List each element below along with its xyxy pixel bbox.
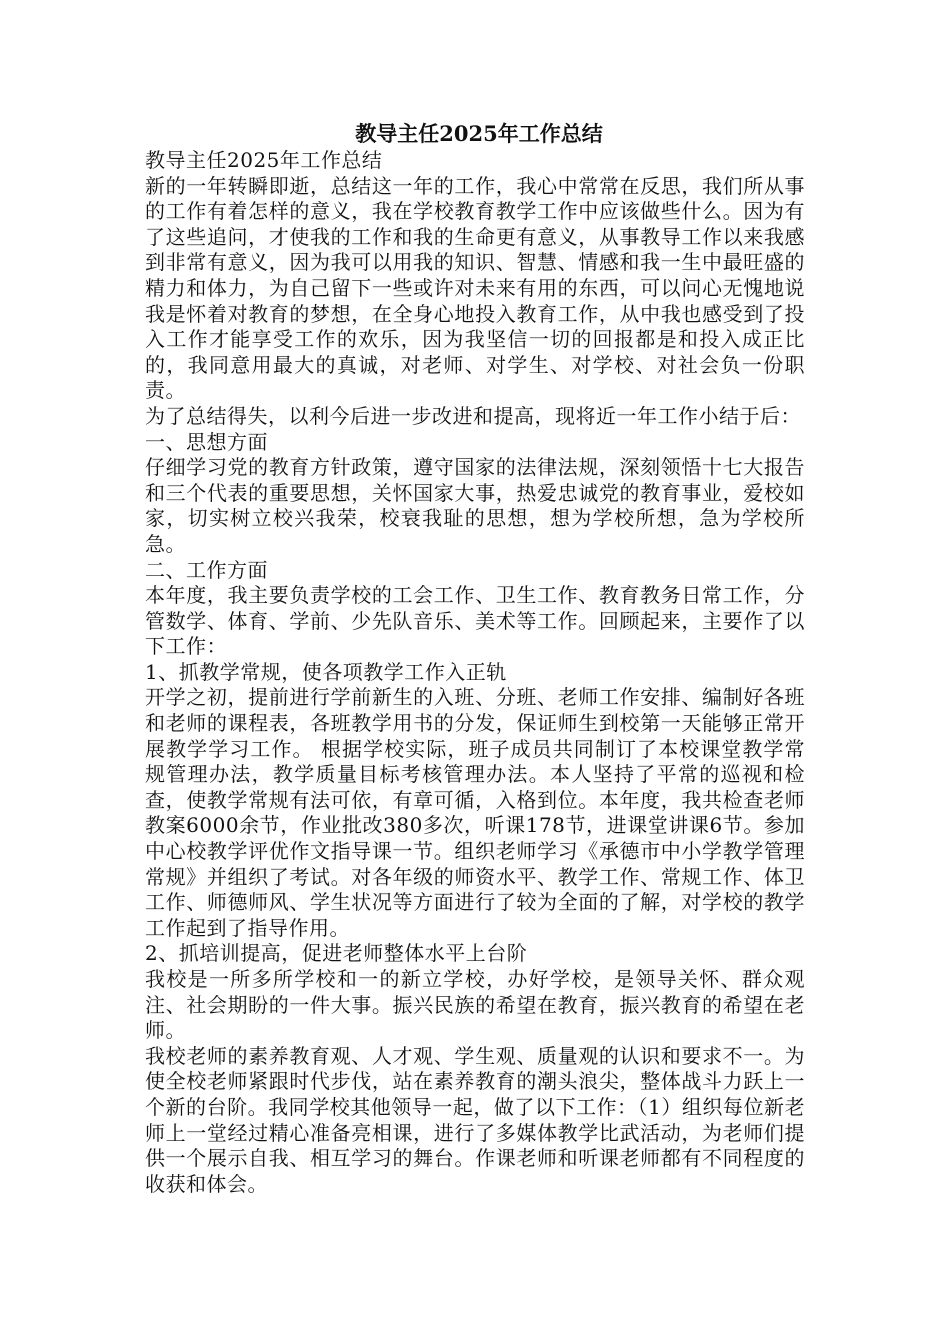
document-body xyxy=(145,148,805,1197)
intro-paragraph: 新的一年转瞬即逝，总结这一年的工作，我心中常常在反思，我们所从事的工作有着怎样的意义，我在学校教育教学工作中应该做些什么。因为有了这些追问，才使我的工作和我的生命更有意义，从事教导工作以来我感到非常有意义，因为我可以用我的知识、智慧、情感和我一生中最旺盛的精力和体力，为自己留下一些或许对未来有用的东西，可以问心无愧地说我是怀着对教育的梦想，在全身心地投入教育工作，从中我也感受到了投入工作才能享受工作的欢乐，因为我坚信一切的回报都是和投入成正比的，我同意用最大的真诚，对老师、对学生、对学校、对社会负一份职责。 xyxy=(145,173,805,403)
section-heading-thought: 一、思想方面 xyxy=(145,429,268,454)
subheading-training: 2、抓培训提高，促进老师整体水平上台阶 xyxy=(145,941,528,966)
teaching-routine-paragraph: 开学之初，提前进行学前新生的入班、分班、老师工作安排、编制好各班和老师的课程表，各班教学用书的分发，保证师生到校第一天能够正常开展教学学习工作。 根据学校实际，班子成员共同制订了本校课堂教学常规管理办法，教学质量目标考核管理办法。本人坚持了平常的巡视和检查，使教学常规有法可依，有章可循，入格到位。本年度，我共检查老师教案6000余节，作业批改380多次，听课178节，进课堂讲课6节。参加中心校教学评优作文指导课一节。组织老师学习《承德市中小学教学管理常规》并组织了考试。对各年级的师资水平、教学工作、常规工作、体卫工作、师德师风、学生状况等方面进行了较为全面的了解，对学校的教学工作起到了指导作用。 xyxy=(145,685,805,940)
section-heading-work: 二、工作方面 xyxy=(145,557,268,582)
work-overview-paragraph: 本年度，我主要负责学校的工会工作、卫生工作、教育教务日常工作，分管数学、体育、学前、少先队音乐、美术等工作。回顾起来，主要作了以下工作： xyxy=(145,583,805,659)
training-paragraph: 我校老师的素养教育观、人才观、学生观、质量观的认识和要求不一。为使全校老师紧跟时代步伐，站在素养教育的潮头浪尖，整体战斗力跃上一个新的台阶。我同学校其他领导一起，做了以下工作：（1）组织每位新老师上一堂经过精心准备亮相课，进行了多媒体教学比武活动，为老师们提供一个展示自我、相互学习的舞台。作课老师和听课老师都有不同程度的收获和体会。 xyxy=(145,1043,805,1196)
subheading-teaching-routine: 1、抓教学常规，使各项教学工作入正轨 xyxy=(145,659,507,684)
summary-purpose-paragraph: 为了总结得失，以利今后进一步改进和提高，现将近一年工作小结于后： xyxy=(145,403,801,428)
document-title: 教导主任2025年工作总结 xyxy=(355,121,603,146)
school-intro-paragraph: 我校是一所多所学校和一的新立学校，办好学校，是领导关怀、群众观注、社会期盼的一件大事。振兴民族的希望在教育，振兴教育的希望在老师。 xyxy=(145,967,805,1043)
subtitle-line: 教导主任2025年工作总结 xyxy=(145,148,383,172)
thought-paragraph: 仔细学习党的教育方针政策，遵守国家的法律法规，深刻领悟十七大报告和三个代表的重要思想，关怀国家大事，热爱忠诚党的教育事业，爱校如家，切实树立校兴我荣，校衰我耻的思想，想为学校所想，急为学校所急。 xyxy=(145,455,805,556)
document-page xyxy=(145,120,805,1197)
